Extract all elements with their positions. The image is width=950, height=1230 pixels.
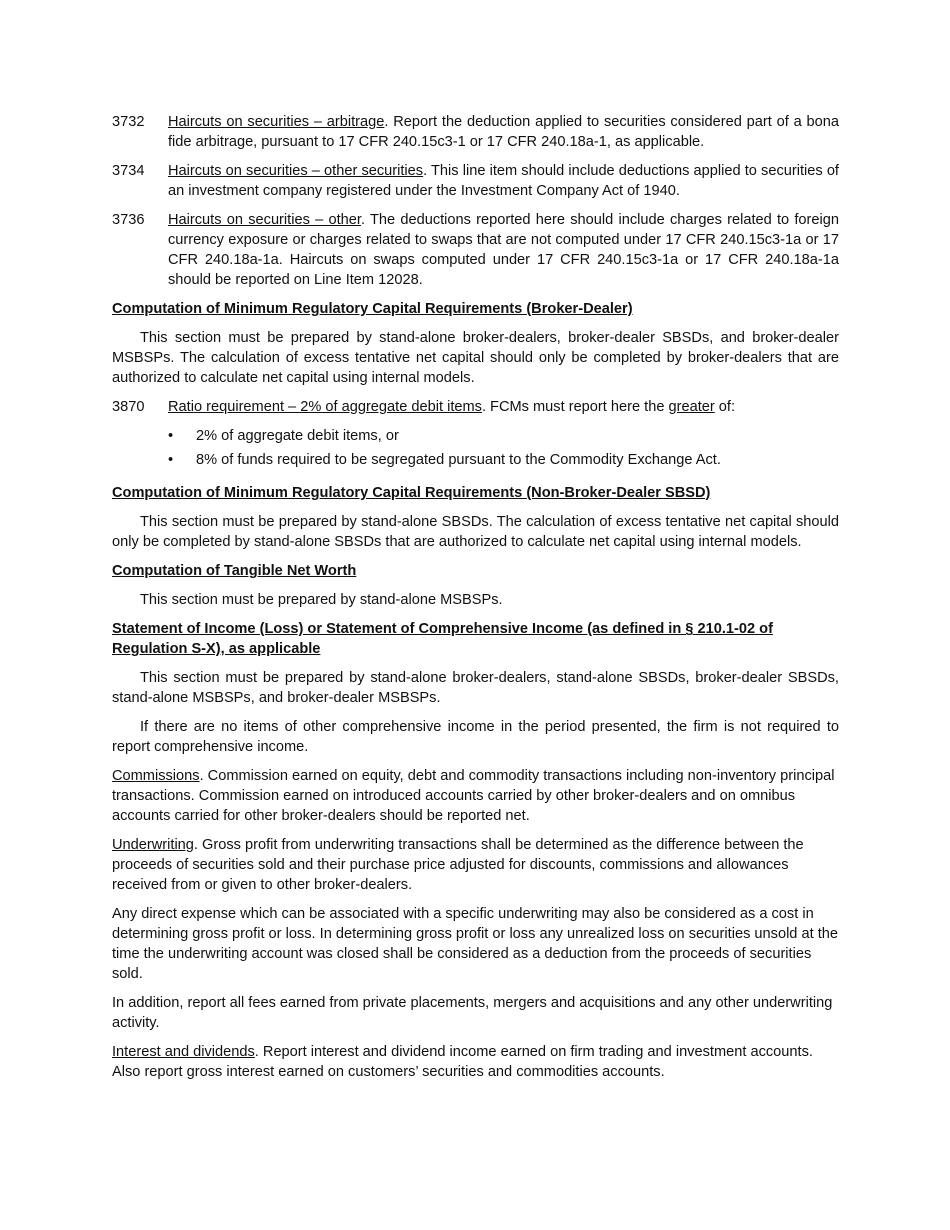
section-heading-broker-dealer: Computation of Minimum Regulatory Capital Requirements (Broker-Dealer) (112, 301, 633, 317)
section-paragraph: This section must be prepared by stand-alone broker-dealers, stand-alone SBSDs, broker-dealer SBSDs, stand-alone MSBSPs, and broker-dealer MSBSPs. (112, 670, 839, 706)
bullet-icon: • (168, 452, 174, 468)
line-item-body (168, 210, 839, 290)
line-item-text-end: of: (714, 399, 736, 415)
line-item-title: Haircuts on securities – other (168, 212, 361, 228)
line-item-number: 3734 (112, 163, 145, 179)
interest-dividends-title: Interest and dividends (112, 1044, 255, 1060)
section-paragraph: If there are no items of other comprehensive income in the period presented, the firm is not required to report comprehensive income. (112, 719, 839, 755)
line-item-body (168, 112, 839, 152)
line-item-3870 (112, 397, 839, 417)
section-paragraph: This section must be prepared by stand-alone SBSDs. The calculation of excess tentative net capital should only be completed by stand-alone SBSDs that are authorized to calculate net capital using internal models. (112, 514, 839, 550)
line-item-text: . This line item should include deductions applied to securities of an investment company registered under the Investment Company Act of 1940. (168, 163, 839, 199)
bullet-icon: • (168, 428, 174, 444)
line-item-title: Ratio requirement – 2% of aggregate debit items (168, 399, 482, 415)
line-item-3734 (112, 161, 839, 201)
section-heading-non-broker-dealer-sbsd: Computation of Minimum Regulatory Capital Requirements (Non-Broker-Dealer SBSD) (112, 485, 711, 501)
interest-dividends-paragraph (112, 1042, 839, 1082)
section-paragraph: This section must be prepared by stand-alone broker-dealers, broker-dealer SBSDs, and broker-dealer MSBSPs. The calculation of excess tentative net capital should only be completed by broker-dealers that are authorized to calculate net capital using internal models. (112, 330, 839, 386)
list-item-text: 2% of aggregate debit items, or (196, 428, 399, 444)
commissions-paragraph (112, 766, 839, 826)
list-item-text: 8% of funds required to be segregated pursuant to the Commodity Exchange Act. (196, 452, 721, 468)
line-item-title: Haircuts on securities – arbitrage (168, 114, 385, 130)
section-paragraph: This section must be prepared by stand-alone MSBSPs. (140, 592, 503, 608)
line-item-title: Haircuts on securities – other securities (168, 163, 424, 179)
line-item-text: . The deductions reported here should include charges related to foreign currency exposure or charges related to swaps that are not computed under 17 CFR 240.15c3-1a or 17 CFR 240.18a-1a. Haircuts on swaps computed under 17 CFR 240.15c3-1a or 17 CFR 240.18a-1a should be reported on Line Item 12028. (168, 212, 840, 288)
list-item (168, 450, 839, 470)
line-item-text: . Report the deduction applied to securities considered part of a bona fide arbitrage, pursuant to 17 CFR 240.15c3-1 or 17 CFR 240.18a-1, as applicable. (168, 114, 839, 150)
underwriting-text: . Gross profit from underwriting transactions shall be determined as the difference between the proceeds of securities sold and their purchase price adjusted for discounts, commissions and allowances received from or given to other broker-dealers. (112, 837, 804, 893)
underwriting-paragraph (112, 835, 839, 895)
interest-dividends-text: . Report interest and dividend income earned on firm trading and investment accounts. Also report gross interest earned on customers’ securities and commodities accounts. (112, 1044, 813, 1080)
emphasis-greater: greater (668, 399, 715, 415)
line-item-body (168, 397, 839, 417)
line-item-number: 3870 (112, 399, 145, 415)
direct-expense-paragraph: Any direct expense which can be associated with a specific underwriting may also be considered as a cost in determining gross profit or loss. In determining gross profit or loss any unrealized loss on securities unsold at the time the underwriting account was closed shall be considered as a deduction from the proceeds of securities sold. (112, 906, 838, 982)
line-item-number: 3732 (112, 114, 145, 130)
list-item (168, 426, 839, 446)
section-heading-statement-of-income: Statement of Income (Loss) or Statement of Comprehensive Income (as defined in § 210.1-02 of Regulation S-X), as applicable (112, 621, 773, 657)
section-heading-tangible-net-worth: Computation of Tangible Net Worth (112, 563, 357, 579)
underwriting-title: Underwriting (112, 837, 194, 853)
bullet-list (168, 426, 839, 470)
document-page (112, 112, 839, 1091)
line-item-3736 (112, 210, 839, 290)
line-item-body (168, 161, 839, 201)
commissions-title: Commissions (112, 768, 200, 784)
line-item-3732 (112, 112, 839, 152)
in-addition-paragraph: In addition, report all fees earned from private placements, mergers and acquisitions and any other underwriting activity. (112, 995, 833, 1031)
line-item-number: 3736 (112, 212, 145, 228)
line-item-text: . FCMs must report here the (481, 399, 669, 415)
commissions-text: . Commission earned on equity, debt and commodity transactions including non-inventory principal transactions. Commission earned on introduced accounts carried by other broker-dealers and on omnibus accounts carried for other broker-dealers should be reported net. (112, 768, 835, 824)
